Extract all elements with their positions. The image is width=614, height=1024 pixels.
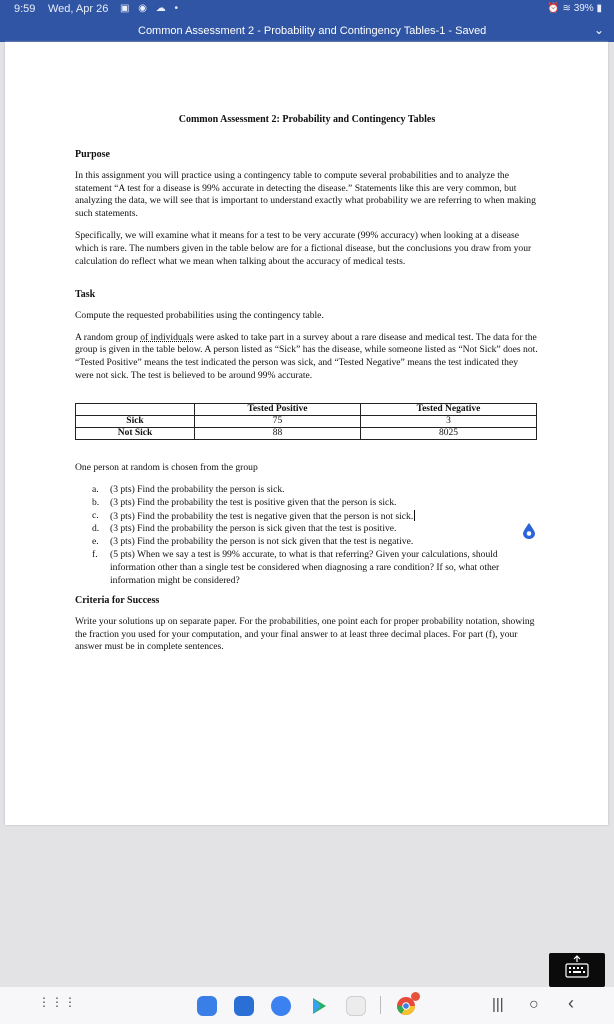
cell-not-sick-positive: 88 — [195, 428, 361, 440]
notification-icons: ▣ ◉ ☁ • — [120, 3, 182, 14]
doc-heading-title: Common Assessment 2: Probability and Contingency Tables — [178, 114, 436, 125]
status-time: 9:59 — [14, 3, 36, 15]
list-item: b. (3 pts) Find the probability the test is positive given that the person is sick. — [92, 496, 397, 508]
task-p2-underlined: of individuals — [140, 331, 194, 343]
navigation-bar — [0, 987, 614, 1024]
cell-sick-positive: 75 — [195, 416, 361, 428]
status-date: Wed, Apr 26 — [48, 3, 109, 15]
contingency-table — [75, 403, 537, 440]
keyboard-icon — [549, 953, 605, 987]
table-header-row — [76, 404, 537, 416]
criteria-section — [75, 595, 539, 654]
list-item: c. (3 pts) Find the probability the test is negative given that the person is not sick. — [92, 509, 414, 522]
notification-badge — [411, 992, 420, 1001]
document-title-bar[interactable] — [0, 20, 614, 42]
app-icon-teams[interactable] — [197, 996, 217, 1016]
battery-icon: ▮ — [596, 3, 602, 14]
keyboard-toggle-button[interactable] — [549, 953, 605, 987]
cursor-handle-icon[interactable] — [523, 523, 535, 539]
question-list — [92, 484, 539, 587]
row-header-sick: Sick — [76, 416, 195, 428]
criteria-heading: Criteria for Success — [75, 595, 160, 606]
alarm-icon: ⏰ — [547, 3, 560, 14]
status-bar — [0, 0, 614, 20]
app-icon-apps-grid[interactable] — [346, 996, 366, 1016]
list-item: e. (3 pts) Find the probability the person is not sick given that the test is negative. — [92, 536, 414, 548]
task-p2-start: A random group — [75, 331, 141, 343]
app-icon-camera[interactable] — [234, 996, 254, 1016]
list-item: a. (3 pts) Find the probability the person is sick. — [92, 484, 285, 495]
row-header-not-sick: Not Sick — [76, 428, 195, 440]
table-corner-cell — [76, 404, 195, 416]
document-title: Common Assessment 2 - Probability and Contingency Tables-1 - Saved — [138, 25, 487, 37]
list-intro: One person at random is chosen from the group — [75, 462, 258, 473]
chevron-down-icon[interactable]: ⌄ — [593, 23, 604, 37]
list-item: d. (3 pts) Find the probability the person is sick given that the test is positive. — [92, 523, 397, 535]
app-icon-flower[interactable] — [271, 996, 291, 1016]
purpose-paragraph-1: In this assignment you will practice using a contingency table to compute several probabilities and to analyze the statement “A test for a disease is 99% accurate in detecting the disease.” Statements like this are very common, but analyzing the data, we will see that is important to understand exactly what probability we are referring to when making such statements. — [75, 169, 536, 220]
criteria-paragraph: Write your solutions up on separate paper. For the probabilities, one point each for proper probability notation, showing the fraction you used for your computation, and your final answer to at least three decimal places. For part (f), your answer must be in complete sentences. — [75, 615, 535, 653]
purpose-paragraph-2: Specifically, we will examine what it means for a test to be very accurate (99% accuracy) when looking at a disease which is rare. The numbers given in the table below are for a fictional disease, but the conclusions you draw from your calculation do reflect what we mean when talking about the accuracy of medical tests. — [75, 229, 532, 267]
text-cursor — [414, 510, 415, 521]
wifi-icon: ≋ — [562, 3, 571, 14]
app-icon-play-store[interactable] — [309, 996, 329, 1016]
dock-divider — [380, 996, 381, 1014]
home-icon[interactable]: ○ — [529, 996, 539, 1013]
purpose-heading: Purpose — [75, 149, 110, 160]
task-paragraph-2 — [75, 332, 539, 383]
document-page[interactable] — [5, 42, 608, 825]
cell-sick-negative: 3 — [360, 416, 536, 428]
battery-level: 39% — [573, 3, 594, 14]
task-section — [75, 289, 539, 383]
back-icon[interactable]: ‹ — [568, 993, 574, 1013]
purpose-section — [75, 149, 539, 268]
status-right — [547, 3, 602, 14]
task-p2-end: were asked to take part in a survey about a rare disease and medical test. The data for the group is given in the table below. A person listed as “Sick” has the disease, while someone listed as “Not Sick” does not. “Tested Positive” means the test indicated the person was sick, and “Tested Negative” means the test indicated they were not sick. The test is believed to be around 99% accurate. — [75, 331, 538, 381]
app-drawer-icon[interactable]: ⋮⋮⋮ — [38, 995, 77, 1009]
list-item: f. (5 pts) When we say a test is 99% accurate, to what is that referring? Given your calculations, should information other than a single test be considered when diagnosing a rare condition? If so, what other information might be considered? — [92, 548, 500, 586]
col-header-tested-positive: Tested Positive — [195, 404, 361, 416]
task-paragraph-1: Compute the requested probabilities using the contingency table. — [75, 309, 324, 321]
table-row — [76, 428, 537, 440]
recents-icon[interactable]: ||| — [492, 996, 504, 1013]
task-heading: Task — [75, 289, 96, 300]
col-header-tested-negative: Tested Negative — [360, 404, 536, 416]
cell-not-sick-negative: 8025 — [360, 428, 536, 440]
table-row — [76, 416, 537, 428]
